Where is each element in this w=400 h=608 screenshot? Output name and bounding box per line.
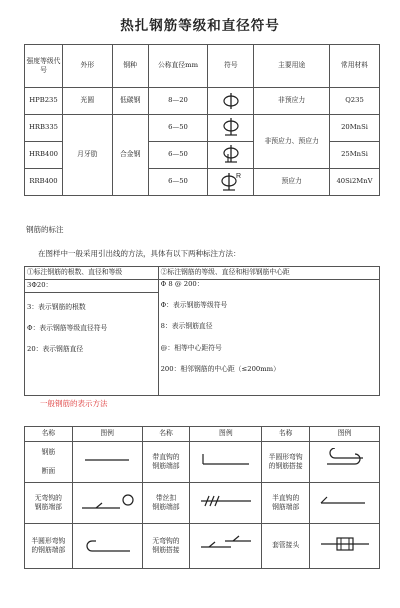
steel-cell: 合金钢 <box>112 115 148 196</box>
diameter-cell: 6—50 <box>148 142 208 169</box>
mark-col2-body <box>158 280 379 396</box>
header-name: 名称 <box>142 427 190 442</box>
straight-hook-end-icon <box>195 448 257 472</box>
table-row <box>25 524 380 569</box>
mark-col2-example: Φ 8 @ 200： <box>160 280 204 288</box>
legend-cell <box>310 524 380 569</box>
material-cell: Q235 <box>330 88 380 115</box>
table-row <box>25 88 380 115</box>
threaded-end-icon <box>195 489 257 513</box>
semicircle-hook-lap-icon <box>315 448 375 472</box>
table-row <box>25 267 380 280</box>
mark-col1-example: 3Φ20： <box>25 280 159 293</box>
symbol-cell <box>208 142 254 169</box>
phi-two-bar-icon <box>220 144 242 166</box>
symbol-table <box>24 426 380 569</box>
symbol-name: 带直钩的 钢筋端部 <box>142 442 190 483</box>
legend-cell <box>310 483 380 524</box>
diameter-cell: 6—50 <box>148 169 208 196</box>
mark-col1-body <box>25 293 159 396</box>
symbol-name: 钢筋 断面 <box>25 442 73 483</box>
header-steel: 钢种 <box>112 45 148 88</box>
mark-col2-head: ②标注钢筋的等级、直径和相邻钢筋中心距 <box>158 267 379 280</box>
table-row <box>25 115 380 142</box>
no-hook-lap-icon <box>195 531 257 557</box>
page-title: 热扎钢筋等级和直径符号 <box>120 18 280 34</box>
grade-table <box>24 44 380 196</box>
material-cell: 25MnSi <box>330 142 380 169</box>
material-cell: 40Si2MnV <box>330 169 380 196</box>
grade-code: RRB400 <box>25 169 63 196</box>
symbol-name: 套管接头 <box>262 524 310 569</box>
legend-cell <box>310 442 380 483</box>
mark-table <box>24 266 380 396</box>
phi-r-icon <box>219 171 243 193</box>
header-shape: 外形 <box>62 45 112 88</box>
symbol-cell <box>208 115 254 142</box>
table-row <box>25 483 380 524</box>
symbol-table-header <box>25 427 380 442</box>
symbol-name: 带丝扣 钢筋端部 <box>142 483 190 524</box>
semicircle-hook-end-icon <box>76 531 138 557</box>
legend-cell <box>190 483 262 524</box>
svg-text:R: R <box>235 173 241 180</box>
table-row <box>25 280 380 293</box>
header-symbol: 符号 <box>208 45 254 88</box>
section-heading-general: 一般钢筋的表示方法 <box>40 399 108 408</box>
list-item: 200：相邻钢筋的中心距（≤200mm） <box>160 364 280 373</box>
legend-cell <box>72 483 142 524</box>
steel-cell: 低碳钢 <box>112 88 148 115</box>
mark-intro: 在图样中一般采用引出线的方法，具体有以下两种标注方法： <box>38 249 241 258</box>
diameter-cell: 8—20 <box>148 88 208 115</box>
symbol-name: 无弯钩的 钢筋端部 <box>25 483 73 524</box>
material-cell: 20MnSi <box>330 115 380 142</box>
grade-code: HRB400 <box>25 142 63 169</box>
header-use: 主要用途 <box>254 45 330 88</box>
grade-code: HRB335 <box>25 115 63 142</box>
section-heading-mark: 钢筋的标注 <box>26 225 64 234</box>
list-item: 3：表示钢筋的根数 <box>27 303 86 311</box>
symbol-name: 半直钩的 钢筋端部 <box>262 483 310 524</box>
symbol-name: 半圆形弯钩 的钢筋搭接 <box>262 442 310 483</box>
header-name: 名称 <box>262 427 310 442</box>
list-item: @：相等中心距符号 <box>160 343 222 352</box>
symbol-name: 半圆形弯钩 的钢筋端部 <box>25 524 73 569</box>
shape-cell: 月牙肋 <box>62 115 112 196</box>
header-strength: 强度等级代号 <box>25 45 63 88</box>
header-material: 常用材料 <box>330 45 380 88</box>
symbol-cell <box>208 169 254 196</box>
header-name: 名称 <box>25 427 73 442</box>
rebar-section-icon <box>77 450 137 470</box>
list-item: 8：表示钢筋直径 <box>160 322 213 331</box>
grade-code: HPB235 <box>25 88 63 115</box>
legend-cell <box>72 524 142 569</box>
legend-cell <box>190 442 262 483</box>
header-legend: 图例 <box>190 427 262 442</box>
header-legend: 图例 <box>310 427 380 442</box>
legend-cell <box>190 524 262 569</box>
half-straight-hook-end-icon <box>315 489 375 513</box>
list-item: Φ：表示钢筋等级符号 <box>160 301 228 310</box>
symbol-cell <box>208 88 254 115</box>
header-diameter: 公称直径mm <box>148 45 208 88</box>
list-item: Φ：表示钢筋等级直径符号 <box>27 324 108 333</box>
table-row <box>25 442 380 483</box>
grade-table-header <box>25 45 380 88</box>
phi-one-bar-icon <box>220 117 242 139</box>
use-cell: 非预应力 <box>254 88 330 115</box>
header-legend: 图例 <box>72 427 142 442</box>
symbol-name: 无弯钩的 钢筋搭接 <box>142 524 190 569</box>
mark-col1-head: ①标注钢筋的根数、直径和等级 <box>25 267 159 280</box>
sleeve-joint-icon <box>315 531 375 557</box>
use-cell: 预应力 <box>254 169 330 196</box>
no-hook-end-icon <box>76 488 138 514</box>
diameter-cell: 6—50 <box>148 115 208 142</box>
legend-cell <box>72 442 142 483</box>
list-item: 20：表示钢筋直径 <box>27 345 84 354</box>
shape-cell: 光圆 <box>62 88 112 115</box>
use-cell: 非预应力、预应力 <box>254 115 330 169</box>
phi-icon <box>220 91 242 111</box>
